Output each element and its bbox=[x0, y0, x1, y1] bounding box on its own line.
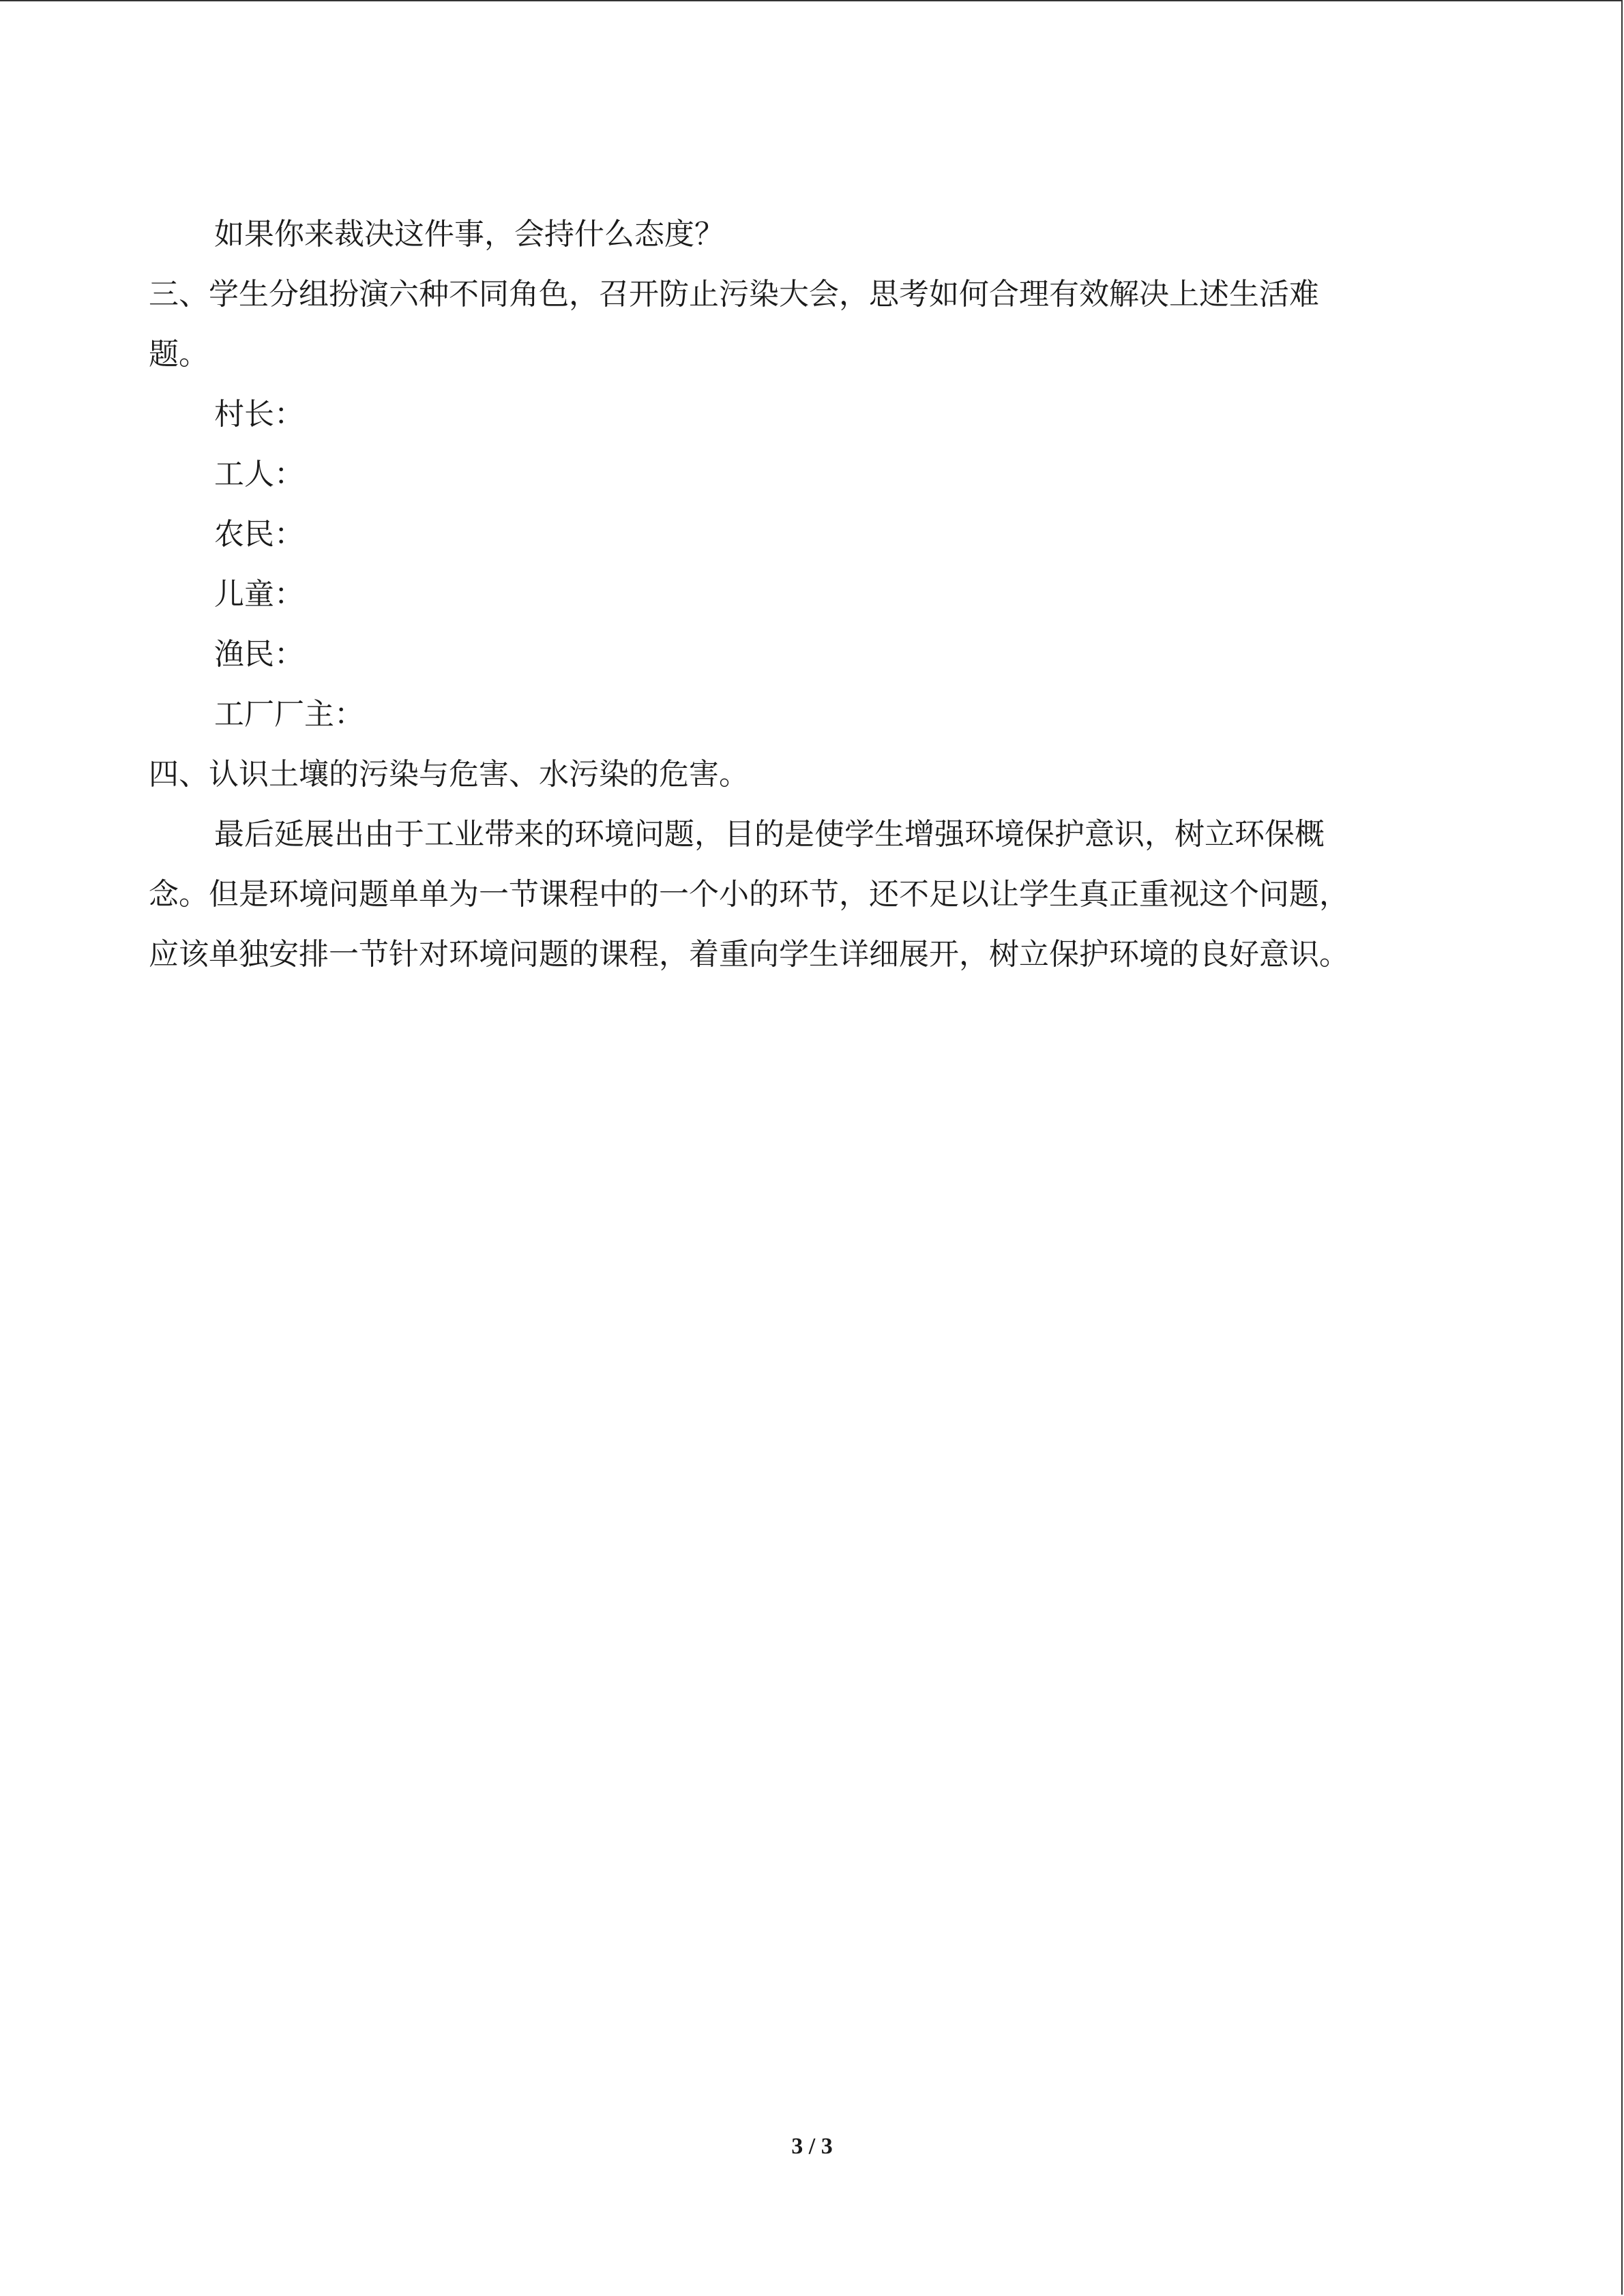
role-fisherman: 渔民： bbox=[214, 637, 304, 672]
section-four-heading: 四、认识土壤的污染与危害、水污染的危害。 bbox=[149, 757, 749, 792]
role-child: 儿童： bbox=[214, 577, 304, 612]
role-factory-owner: 工厂厂主： bbox=[214, 697, 364, 732]
section-three-heading: 三、学生分组扮演六种不同角色，召开防止污染大会，思考如何合理有效解决上述生活难 bbox=[149, 277, 1319, 312]
role-worker: 工人： bbox=[214, 457, 304, 492]
summary-paragraph-line-2: 念。但是环境问题单单为一节课程中的一个小的环节，还不足以让学生真正重视这个问题， bbox=[149, 877, 1349, 912]
summary-paragraph-line-1: 最后延展出由于工业带来的环境问题，目的是使学生增强环境保护意识，树立环保概 bbox=[214, 817, 1325, 852]
role-farmer: 农民： bbox=[214, 517, 304, 552]
page-number: 3 / 3 bbox=[791, 2134, 833, 2159]
summary-paragraph-line-3: 应该单独安排一节针对环境问题的课程，着重向学生详细展开，树立保护环境的良好意识。 bbox=[149, 937, 1349, 972]
question-line: 如果你来裁决这件事，会持什么态度？ bbox=[214, 217, 724, 252]
section-three-heading-continued: 题。 bbox=[149, 337, 209, 372]
role-village-head: 村长： bbox=[214, 397, 304, 432]
